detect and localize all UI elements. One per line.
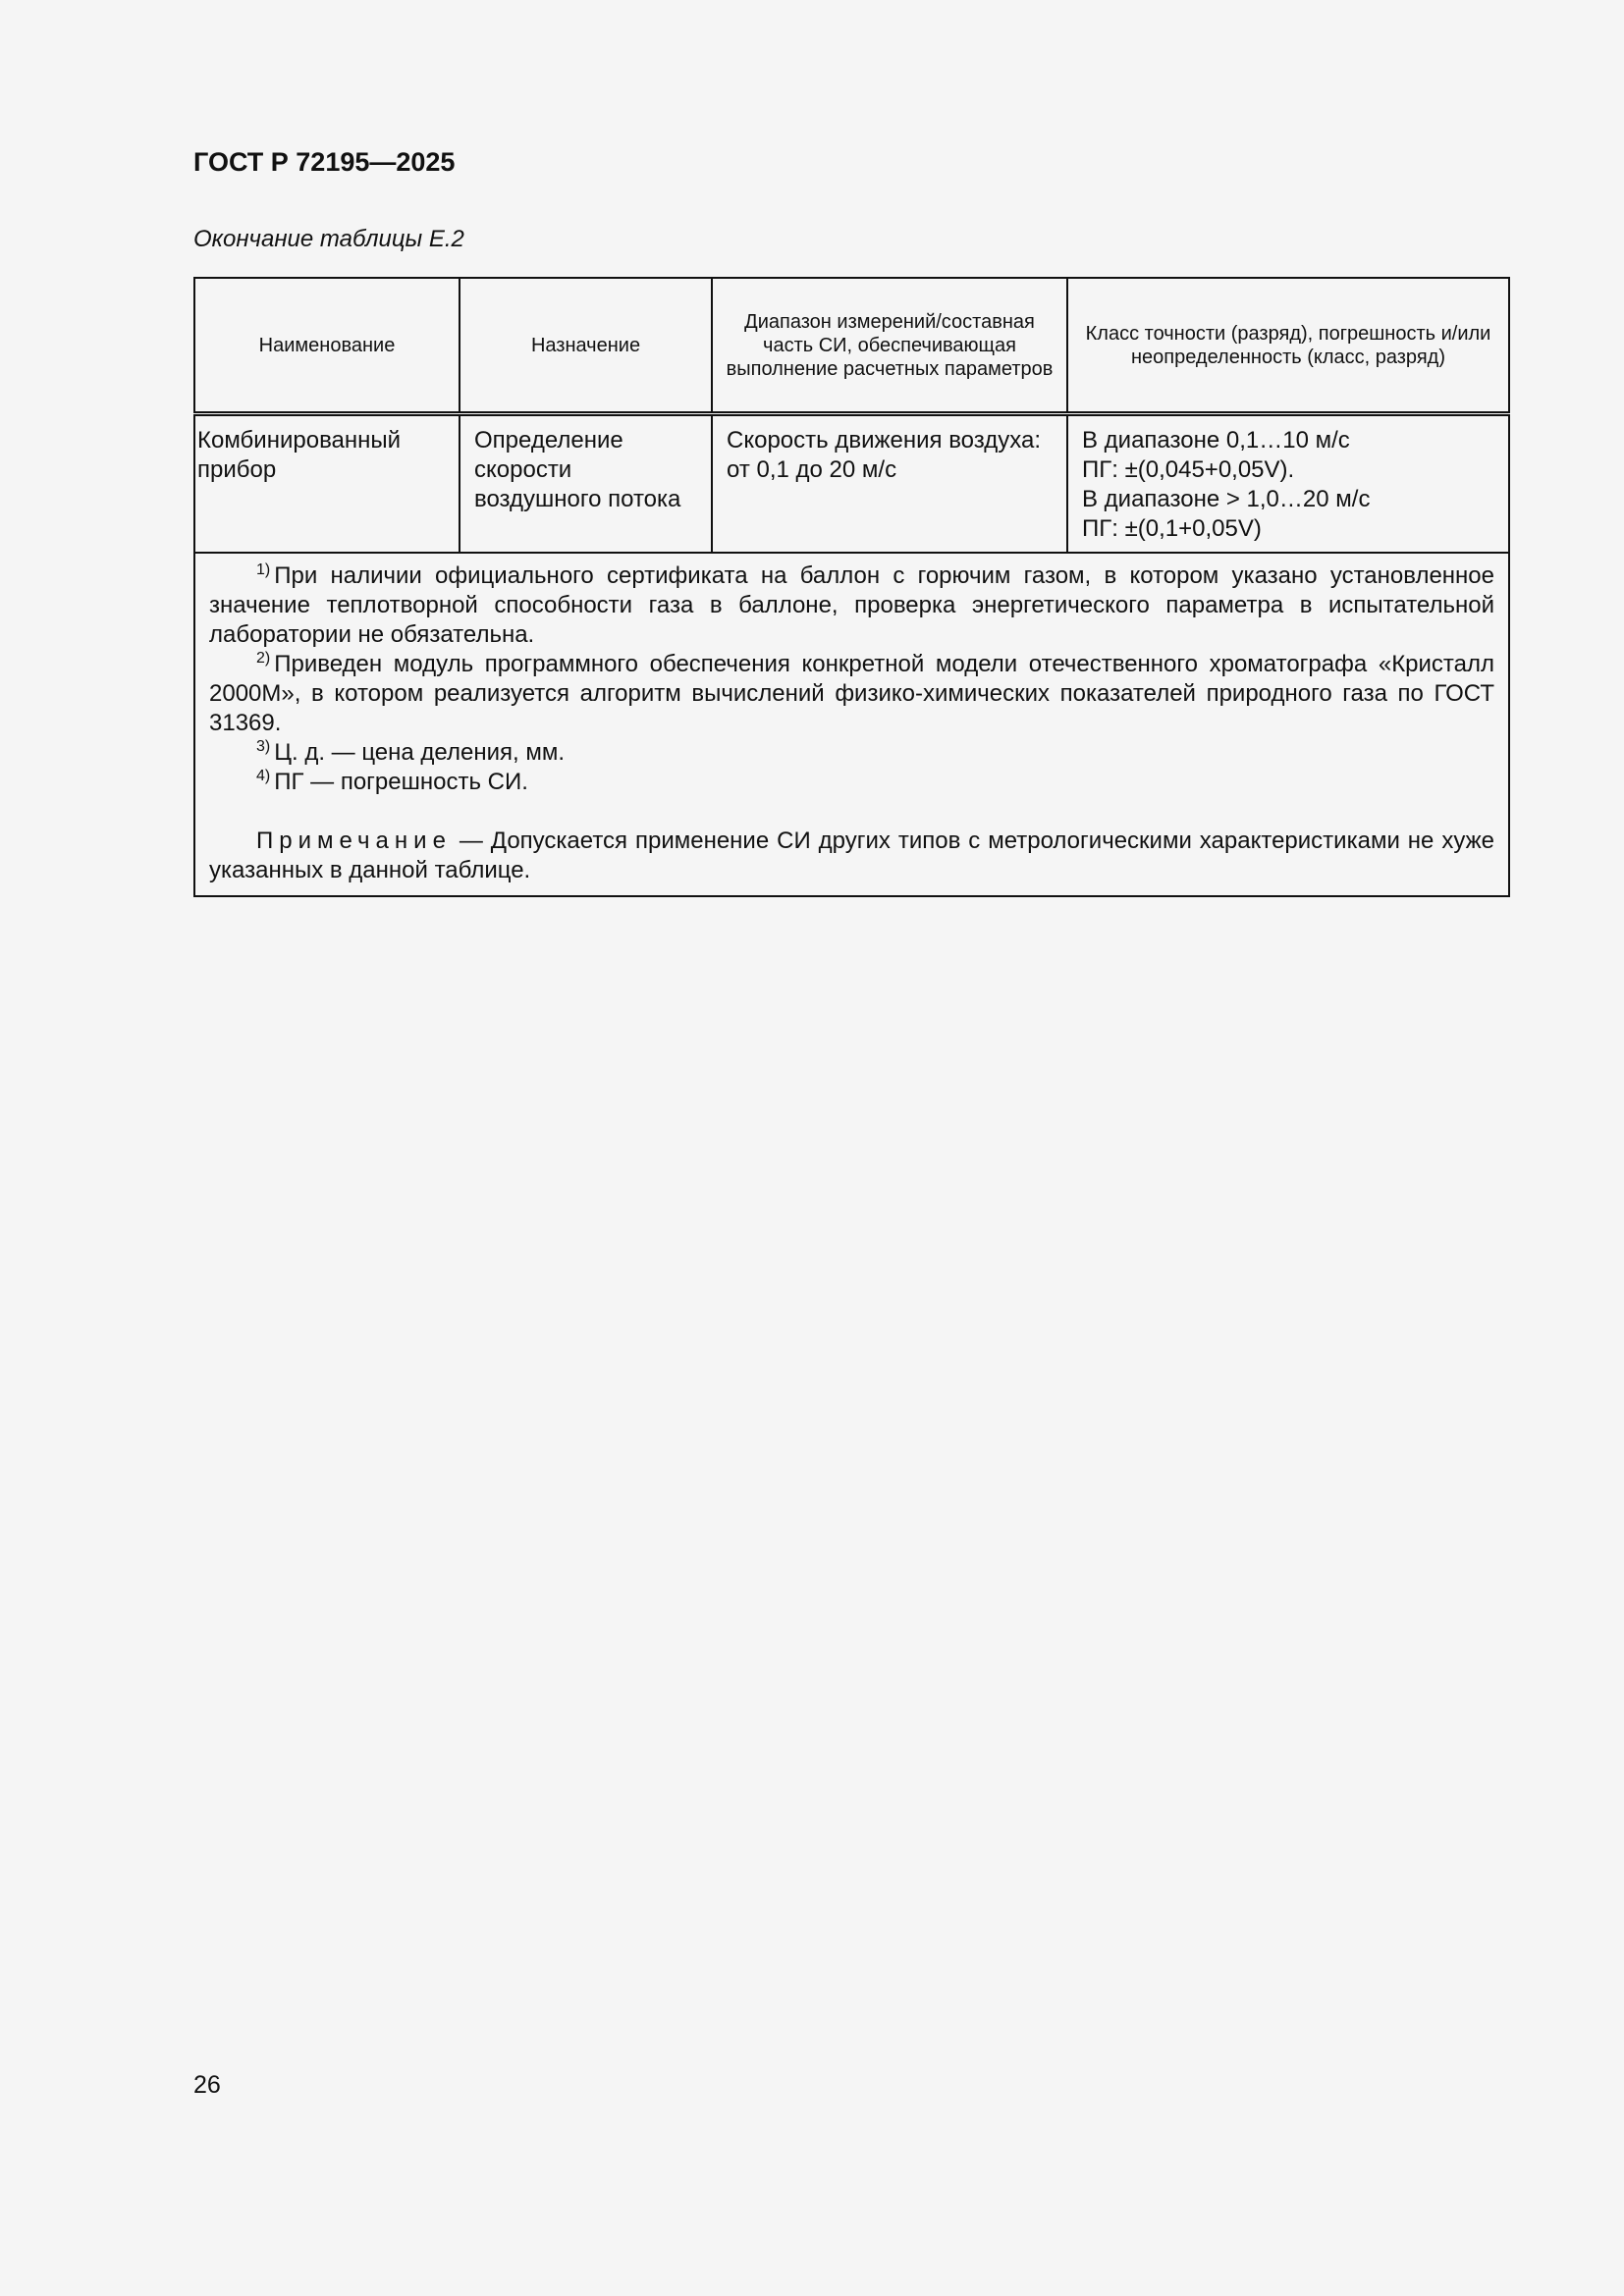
footnote-mark: 2) xyxy=(256,650,271,667)
note-label: Примечание xyxy=(256,828,452,854)
table-row xyxy=(194,414,1509,554)
accuracy-line: В диапазоне 0,1…10 м/с xyxy=(1082,427,1350,454)
footnote xyxy=(209,768,1494,797)
table-header-row xyxy=(194,278,1509,414)
footnote-mark: 3) xyxy=(256,738,271,755)
footnote-text: При наличии официального сертификата на баллон с горючим газом, в котором указано установленное значение теплотворной способности газа в баллоне, проверка энергетического параметра в испытательной лаборатории не обязательна. xyxy=(209,562,1494,648)
footnote-text: ПГ — погрешность СИ. xyxy=(274,769,528,795)
cell-range: Скорость движения воздуха: от 0,1 до 20 м/с xyxy=(712,414,1067,554)
accuracy-line: В диапазоне > 1,0…20 м/с xyxy=(1082,486,1371,512)
column-header-name: Наименование xyxy=(194,278,460,414)
table-note xyxy=(209,827,1494,885)
footnote-mark: 1) xyxy=(256,561,271,578)
footnote xyxy=(209,738,1494,768)
cell-accuracy xyxy=(1067,414,1509,554)
page-number: 26 xyxy=(193,2071,221,2099)
document-header: ГОСТ Р 72195—2025 xyxy=(193,147,456,177)
accuracy-line: ПГ: ±(0,1+0,05V) xyxy=(1082,515,1262,542)
table-caption: Окончание таблицы Е.2 xyxy=(193,226,464,252)
cell-name: Комбинированный прибор xyxy=(194,414,460,554)
footnote-text: Приведен модуль программного обеспечения конкретной модели отечественного хроматографа «Кристалл 2000М», в котором реализуется алгоритм вычислений физико-химических показателей природного газа по ГОСТ 31369. xyxy=(209,651,1494,736)
footnote xyxy=(209,650,1494,738)
notes-row xyxy=(194,553,1509,896)
notes-cell xyxy=(194,553,1509,896)
cell-purpose: Определение скорости воздушного потока xyxy=(460,414,712,554)
accuracy-line: ПГ: ±(0,045+0,05V). xyxy=(1082,456,1295,483)
note-text: — Допускается применение СИ других типов с метрологическими характеристиками не хуже указанных в данной таблице. xyxy=(209,828,1494,883)
column-header-range: Диапазон измерений/составная часть СИ, обеспечивающая выполнение расчетных параметров xyxy=(712,278,1067,414)
column-header-accuracy: Класс точности (разряд), погрешность и/или неопределенность (класс, разряд) xyxy=(1067,278,1509,414)
column-header-purpose: Назначение xyxy=(460,278,712,414)
footnote xyxy=(209,561,1494,650)
specs-table xyxy=(193,277,1510,897)
footnote-text: Ц. д. — цена деления, мм. xyxy=(274,739,565,766)
footnote-mark: 4) xyxy=(256,768,271,784)
